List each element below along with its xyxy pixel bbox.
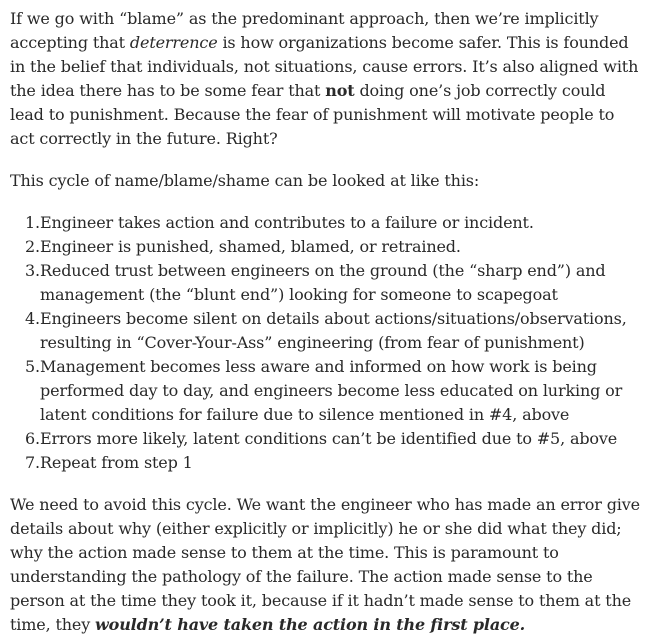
paragraph-avoid-cycle bbox=[10, 493, 640, 637]
list-item bbox=[10, 307, 640, 355]
list-item bbox=[10, 259, 640, 307]
list-item bbox=[10, 211, 640, 235]
list-item bbox=[10, 355, 640, 427]
step-number: 7. bbox=[25, 453, 40, 472]
step-number: 4. bbox=[25, 309, 40, 328]
step-number: 5. bbox=[25, 357, 40, 376]
step-text: Errors more likely, latent conditions can’t be identified due to #5, above bbox=[40, 429, 618, 448]
emphasis-deterrence: deterrence bbox=[129, 33, 218, 52]
list-item bbox=[10, 235, 640, 259]
step-number: 3. bbox=[25, 261, 40, 280]
step-text: Reduced trust between engineers on the ground (the “sharp end”) and management (the “blunt end”) looking for someone to scapegoat bbox=[40, 261, 606, 304]
text-segment: is how organizations become safer. This is founded in the belief that individuals, not situations, cause errors. It’s also aligned with the idea there has to be some fear that bbox=[10, 33, 639, 100]
text-segment: doing one’s job correctly could lead to punishment. Because the fear of punishment will motivate people to act correctly in the future. Right? bbox=[10, 81, 615, 148]
step-number: 6. bbox=[25, 429, 40, 448]
list-item bbox=[10, 427, 640, 451]
text-segment: If we go with “blame” as the predominant approach, then we’re implicitly accepting that bbox=[10, 9, 599, 52]
step-number: 1. bbox=[25, 213, 40, 232]
step-number: 2. bbox=[25, 237, 40, 256]
bold-not: not bbox=[325, 81, 355, 100]
list-item bbox=[10, 451, 640, 475]
paragraph-cycle-intro: This cycle of name/blame/shame can be looked at like this: bbox=[10, 171, 480, 190]
step-text: Engineer takes action and contributes to a failure or incident. bbox=[40, 213, 534, 232]
step-text: Engineer is punished, shamed, blamed, or retrained. bbox=[40, 237, 461, 256]
bold-italic-conclusion: wouldn’t have taken the action in the first place. bbox=[95, 615, 526, 634]
step-text: Engineers become silent on details about actions/situations/observations, resulting in “Cover-Your-Ass” engineering (from fear of punishment) bbox=[40, 309, 627, 352]
text-segment: We need to avoid this cycle. We want the engineer who has made an error give details about why (either explicitly or implicitly) he or she did what they did; why the action made sense to them at the time. This is paramount to understanding the pathology of the failure. The action made sense to the person at the time they took it, because if it hadn’t made sense to them at the time, they bbox=[10, 495, 640, 634]
step-text: Management becomes less aware and informed on how work is being performed day to day, and engineers become less educated on lurking or latent conditions for failure due to silence mentioned in #4, above bbox=[40, 357, 623, 424]
paragraph-blame-approach bbox=[10, 7, 640, 151]
step-text: Repeat from step 1 bbox=[40, 453, 193, 472]
cycle-steps-list bbox=[10, 211, 640, 475]
